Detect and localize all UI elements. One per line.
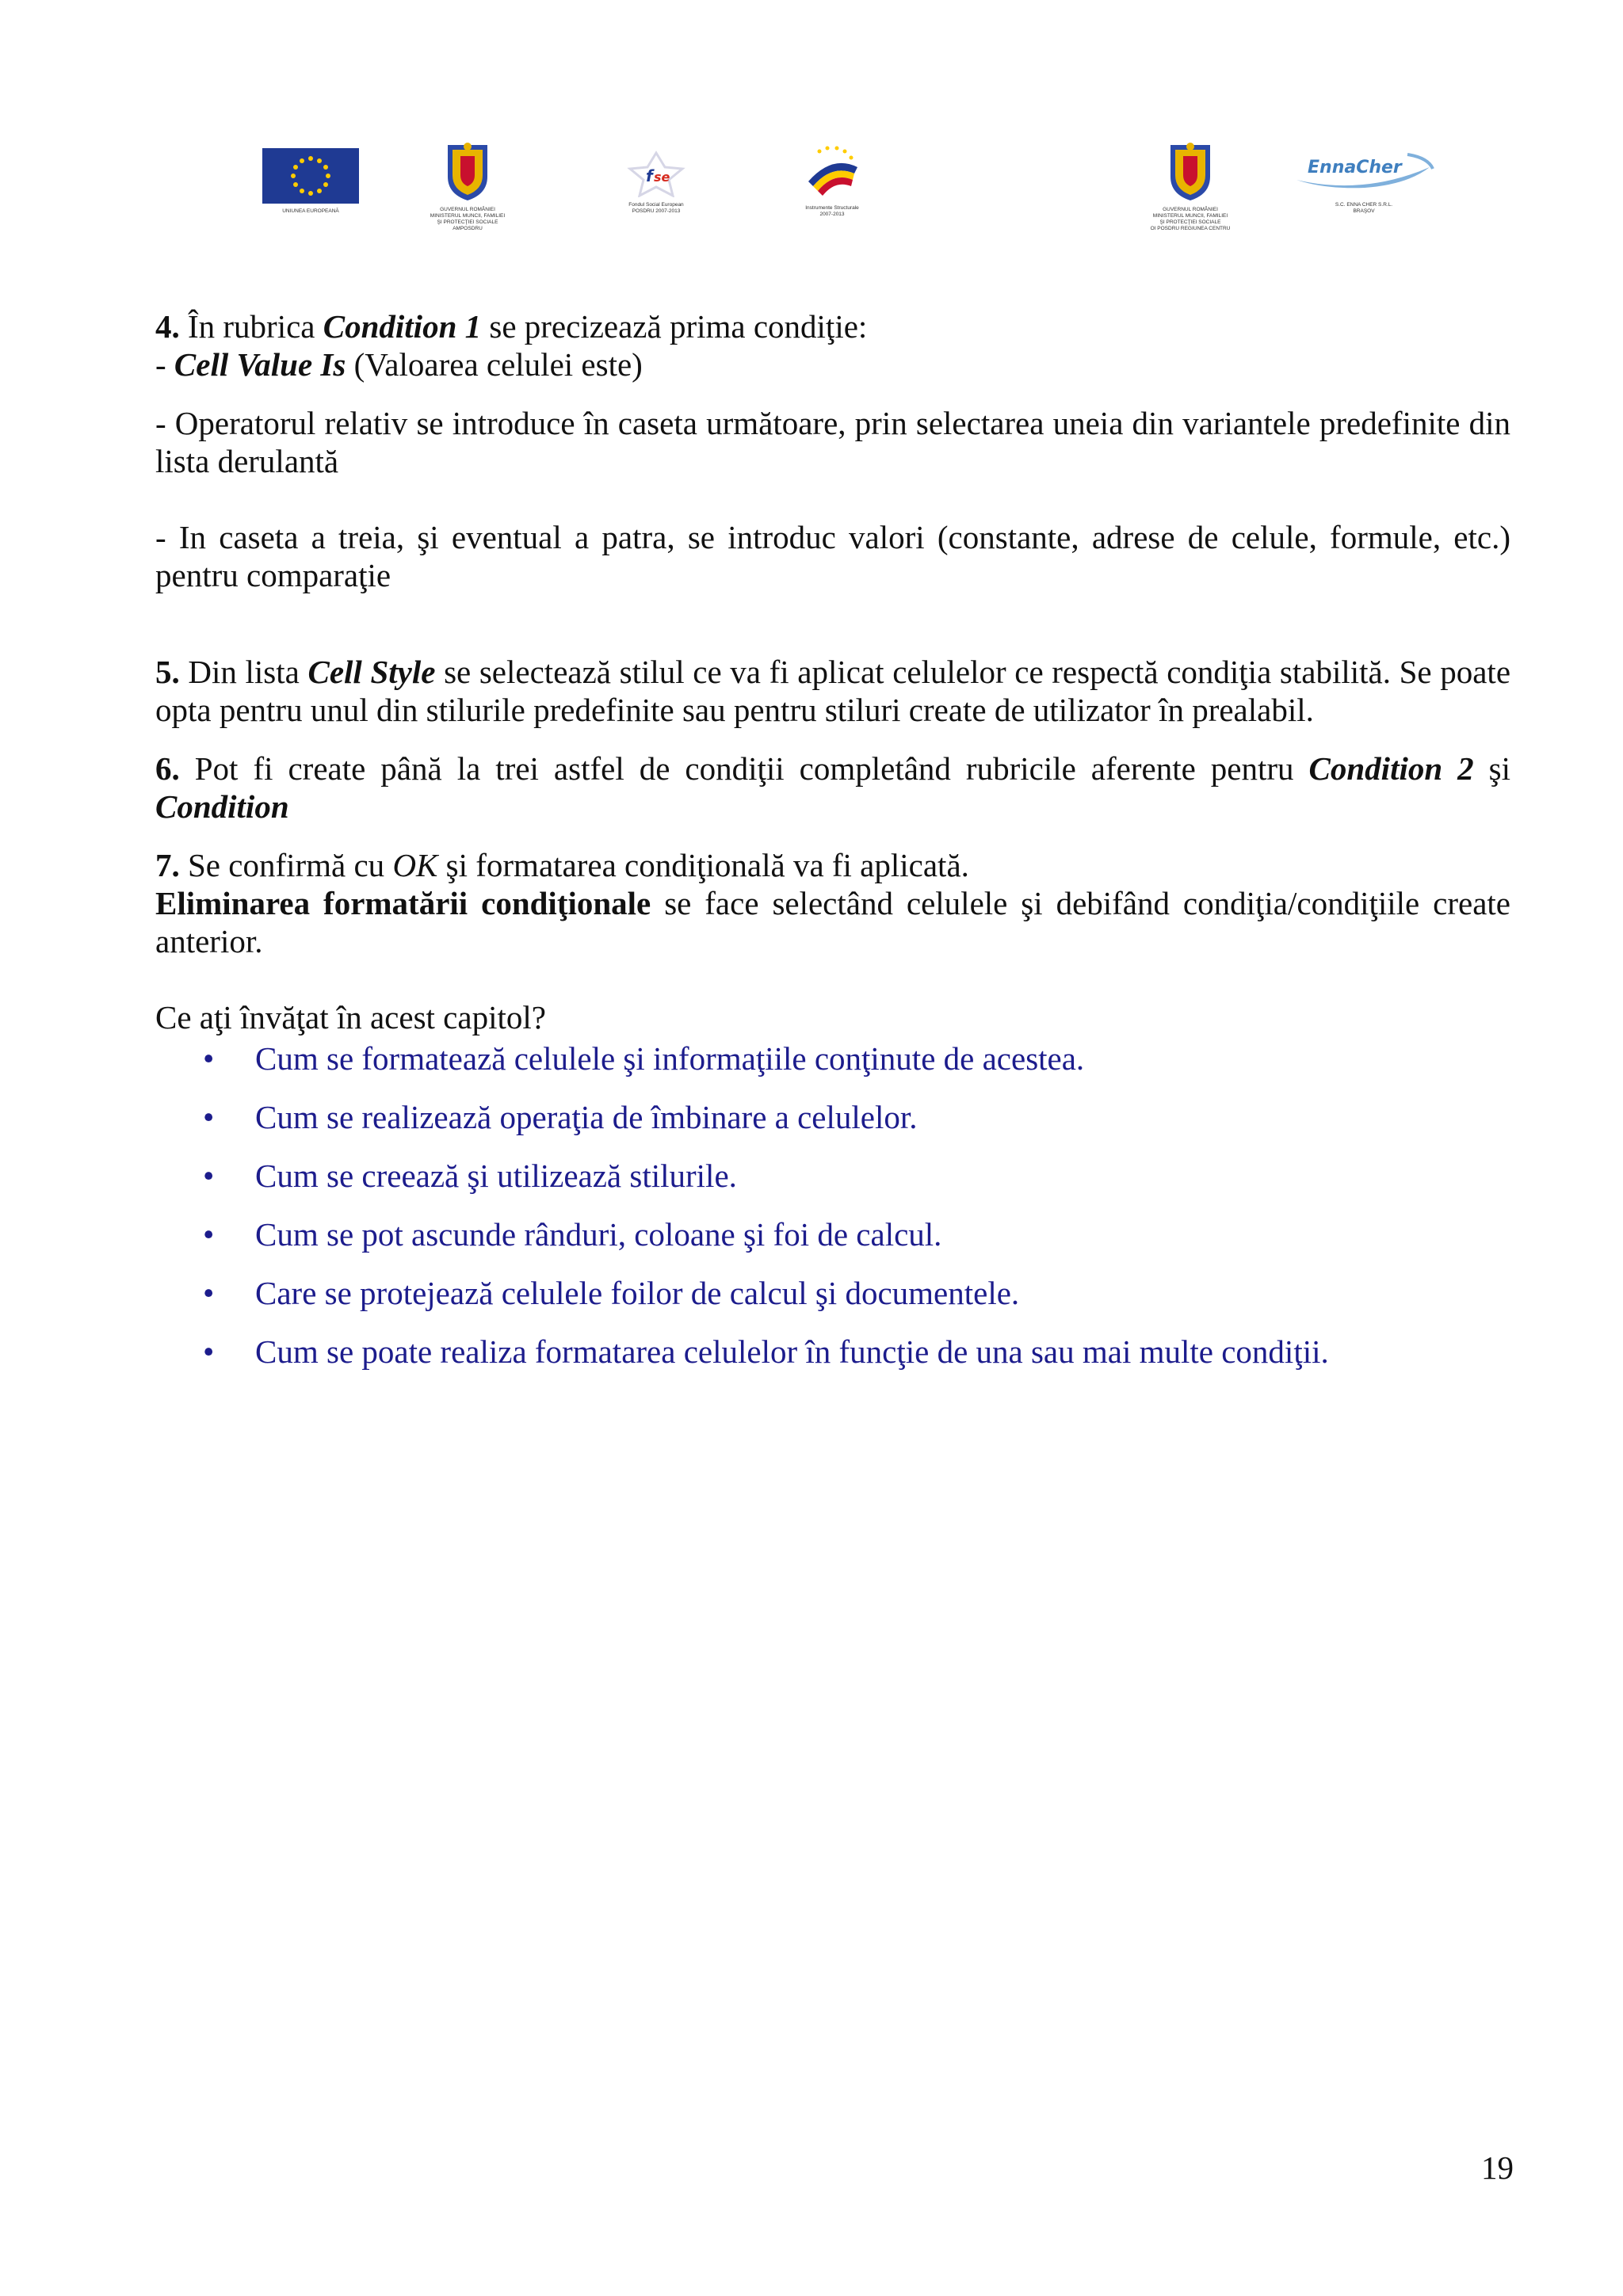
page-number: 19 <box>1481 2149 1514 2186</box>
fse-logo <box>585 150 727 215</box>
logo-caption: Fondul Social European POSDRU 2007-2013 <box>628 202 684 214</box>
coat-of-arms-icon <box>441 140 494 202</box>
bullet-icon: • <box>203 1099 215 1135</box>
list-item: • Cum se pot ascunde rânduri, coloane şi foi de calcul. <box>203 1216 942 1253</box>
list-item: • Cum se formatează celulele şi informaţiile conţinute de acestea. <box>203 1040 1085 1077</box>
bullet-icon: • <box>203 1275 215 1311</box>
step-6-paragraph: 6. Pot fi create până la trei astfel de condiţii completând rubricile aferente pentru Condition 2 şi Condition <box>155 750 1510 825</box>
list-item: • Care se protejează celulele foilor de calcul şi documentele. <box>203 1275 1020 1311</box>
ennacher-logo <box>1289 150 1439 215</box>
svg-text:se: se <box>654 170 670 185</box>
romania-logo <box>396 140 539 232</box>
step-4-cell-value: - Cell Value Is (Valoarea celulei este) <box>155 346 643 383</box>
ennacher-logo-text: EnnaCher <box>1308 158 1402 177</box>
document-body <box>155 307 1510 1391</box>
bullet-icon: • <box>203 1040 215 1077</box>
eu-logo <box>239 148 382 215</box>
list-item: • Cum se poate realiza formatarea celulelor în funcţie de una sau mai multe condiţii. <box>203 1333 1329 1370</box>
step-4-operator-paragraph: - Operatorul relativ se introduce în caseta următoare, prin selectarea uneia din variantele predefinite din lista derulantă <box>155 405 1510 479</box>
step-4-heading: 4. În rubrica Condition 1 se precizează prima condiţie: <box>155 308 868 345</box>
bullet-icon: • <box>203 1216 215 1253</box>
bullet-icon: • <box>203 1158 215 1194</box>
logo-caption: Instrumente Structurale 2007-2013 <box>805 205 859 217</box>
logo-caption: GUVERNUL ROMÂNIEI MINISTERUL MUNCII, FAMILIEI ŞI PROTECŢIEI SOCIALE AMPOSDRU <box>430 207 506 231</box>
svg-text:f: f <box>646 166 653 185</box>
logo-caption: GUVERNUL ROMÂNIEI MINISTERUL MUNCII, FAMILIEI ŞI PROTECŢIEI SOCIALE OI POSDRU REGIUNEA CENTRU <box>1150 207 1231 231</box>
step-5-paragraph: 5. Din lista Cell Style se selectează stilul ce va fi aplicat celulelor ce respectă condiţia stabilită. Se poate opta pentru unul din stilurile predefinite sau pentru stiluri create de utilizator în prealabil. <box>155 654 1511 728</box>
summary-list <box>155 1039 1510 1371</box>
summary-title: Ce aţi învăţat în acest capitol? <box>155 999 546 1035</box>
step-4-values-paragraph: - In caseta a treia, şi eventual a patra, se introduc valori (constante, adrese de celule, formule, etc.) pentru comparaţie <box>155 519 1510 593</box>
step-7-paragraph: 7. Se confirmă cu OK şi formatarea condiţională va fi aplicată. Eliminarea formatării condiţionale se face selectând celulele şi debifând condiţia/condiţiile create anterior. <box>155 847 1511 959</box>
logo-caption: S.C. ENNA CHER S.R.L. BRAŞOV <box>1335 202 1393 214</box>
eu-flag-icon <box>262 148 359 204</box>
structural-instruments-icon <box>792 143 872 200</box>
romania-logo-2 <box>1119 140 1262 232</box>
header-logos <box>0 139 1623 257</box>
coat-of-arms-icon <box>1164 140 1216 202</box>
list-item: • Cum se creează şi utilizează stilurile. <box>203 1158 737 1194</box>
logo-caption: UNIUNEA EUROPEANĂ <box>282 208 339 214</box>
bullet-icon: • <box>203 1333 215 1370</box>
fse-star-icon <box>621 150 692 197</box>
structural-instruments-logo <box>761 143 903 218</box>
list-item: • Cum se realizează operaţia de îmbinare a celulelor. <box>203 1099 918 1135</box>
